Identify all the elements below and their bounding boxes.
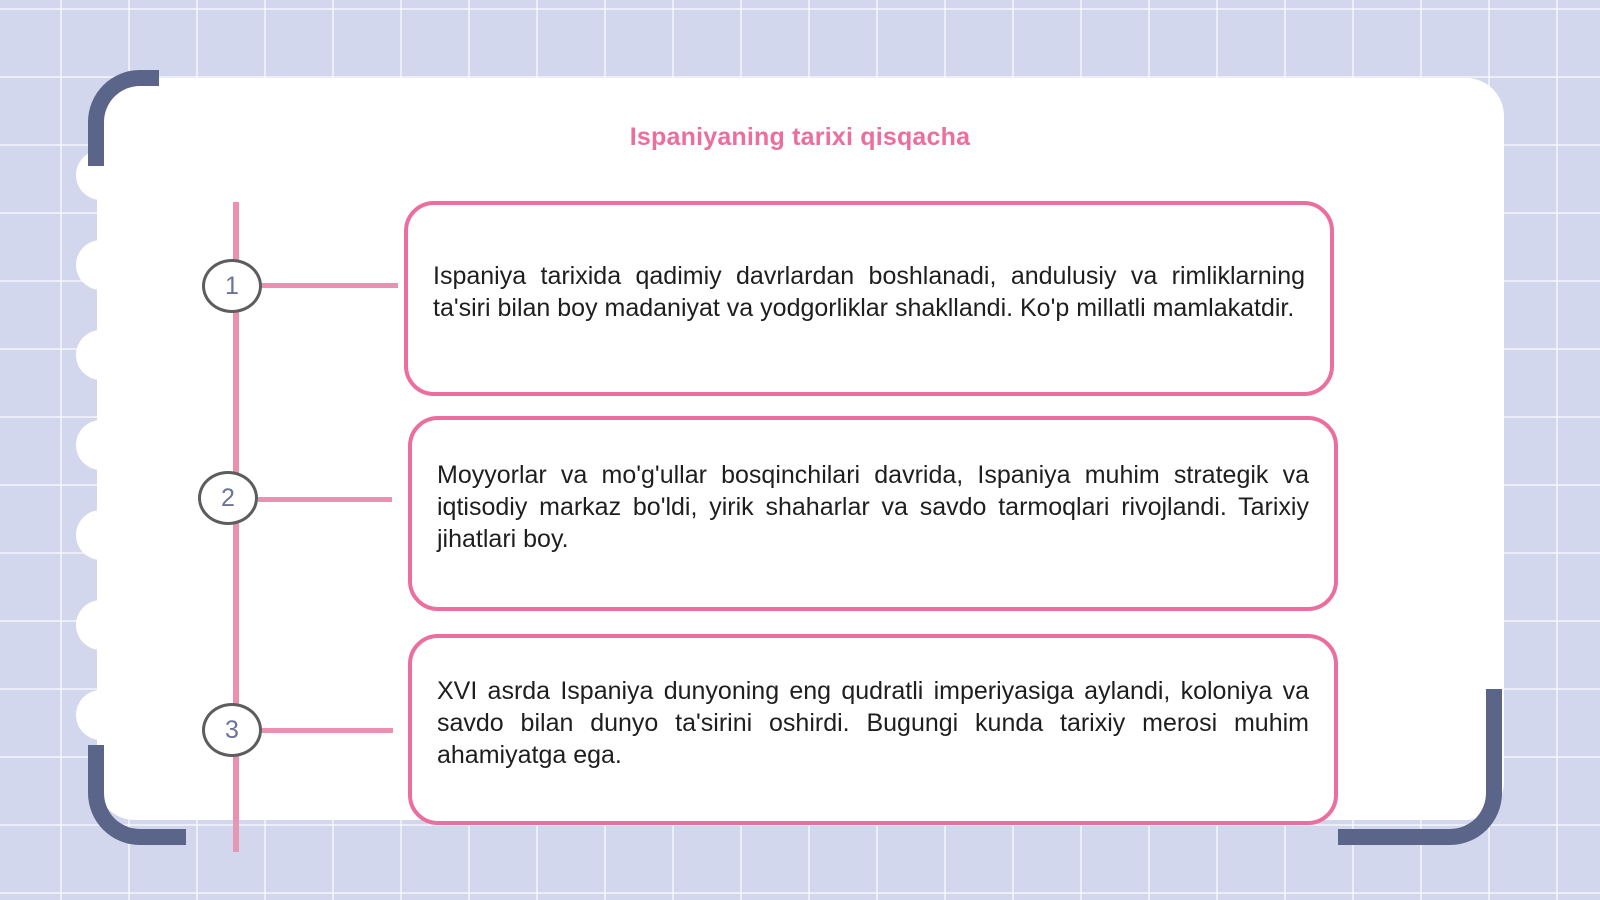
timeline-card-text: XVI asrda Ispaniya dunyoning eng qudratli imperiyasiga aylandi, koloniya va savdo bilan dunyo ta'sirini oshirdi. Bugungi kunda tarixiy merosi muhim ahamiyatga ega. (437, 676, 1309, 769)
timeline-connector (262, 728, 393, 733)
timeline-card (404, 201, 1334, 396)
step-number-badge: 1 (202, 259, 262, 313)
frame-corner-bottom-right (1338, 689, 1502, 845)
timeline-card (408, 416, 1338, 611)
paper-scallop (76, 240, 126, 290)
paper-scallop (76, 690, 126, 740)
timeline-card-text: Ispaniya tarixida qadimiy davrlardan boshlanadi, andulusiy va rimliklarning ta'siri bilan boy madaniyat va yodgorliklar shakllandi. Ko'p millatli mamlakatdir. (433, 261, 1305, 322)
timeline-card-text: Moyyorlar va mo'g'ullar bosqinchilari davrida, Ispaniya muhim strategik va iqtisodiy markaz bo'ldi, yirik shaharlar va savdo tarmoqlari rivojlandi. Tarixiy jihatlari boy. (437, 460, 1309, 553)
paper-scallop (76, 420, 126, 470)
frame-corner-bottom-left (88, 745, 186, 845)
step-number-badge: 2 (198, 471, 258, 525)
paper-scallop (76, 600, 126, 650)
paper-scallop (76, 510, 126, 560)
timeline-connector (262, 283, 398, 288)
step-number-badge: 3 (202, 703, 262, 757)
timeline-card (408, 634, 1338, 825)
timeline-connector (258, 497, 392, 502)
paper-scallop (76, 330, 126, 380)
timeline-line-tail (233, 820, 239, 852)
slide-title: Ispaniyaning tarixi qisqacha (629, 123, 971, 151)
